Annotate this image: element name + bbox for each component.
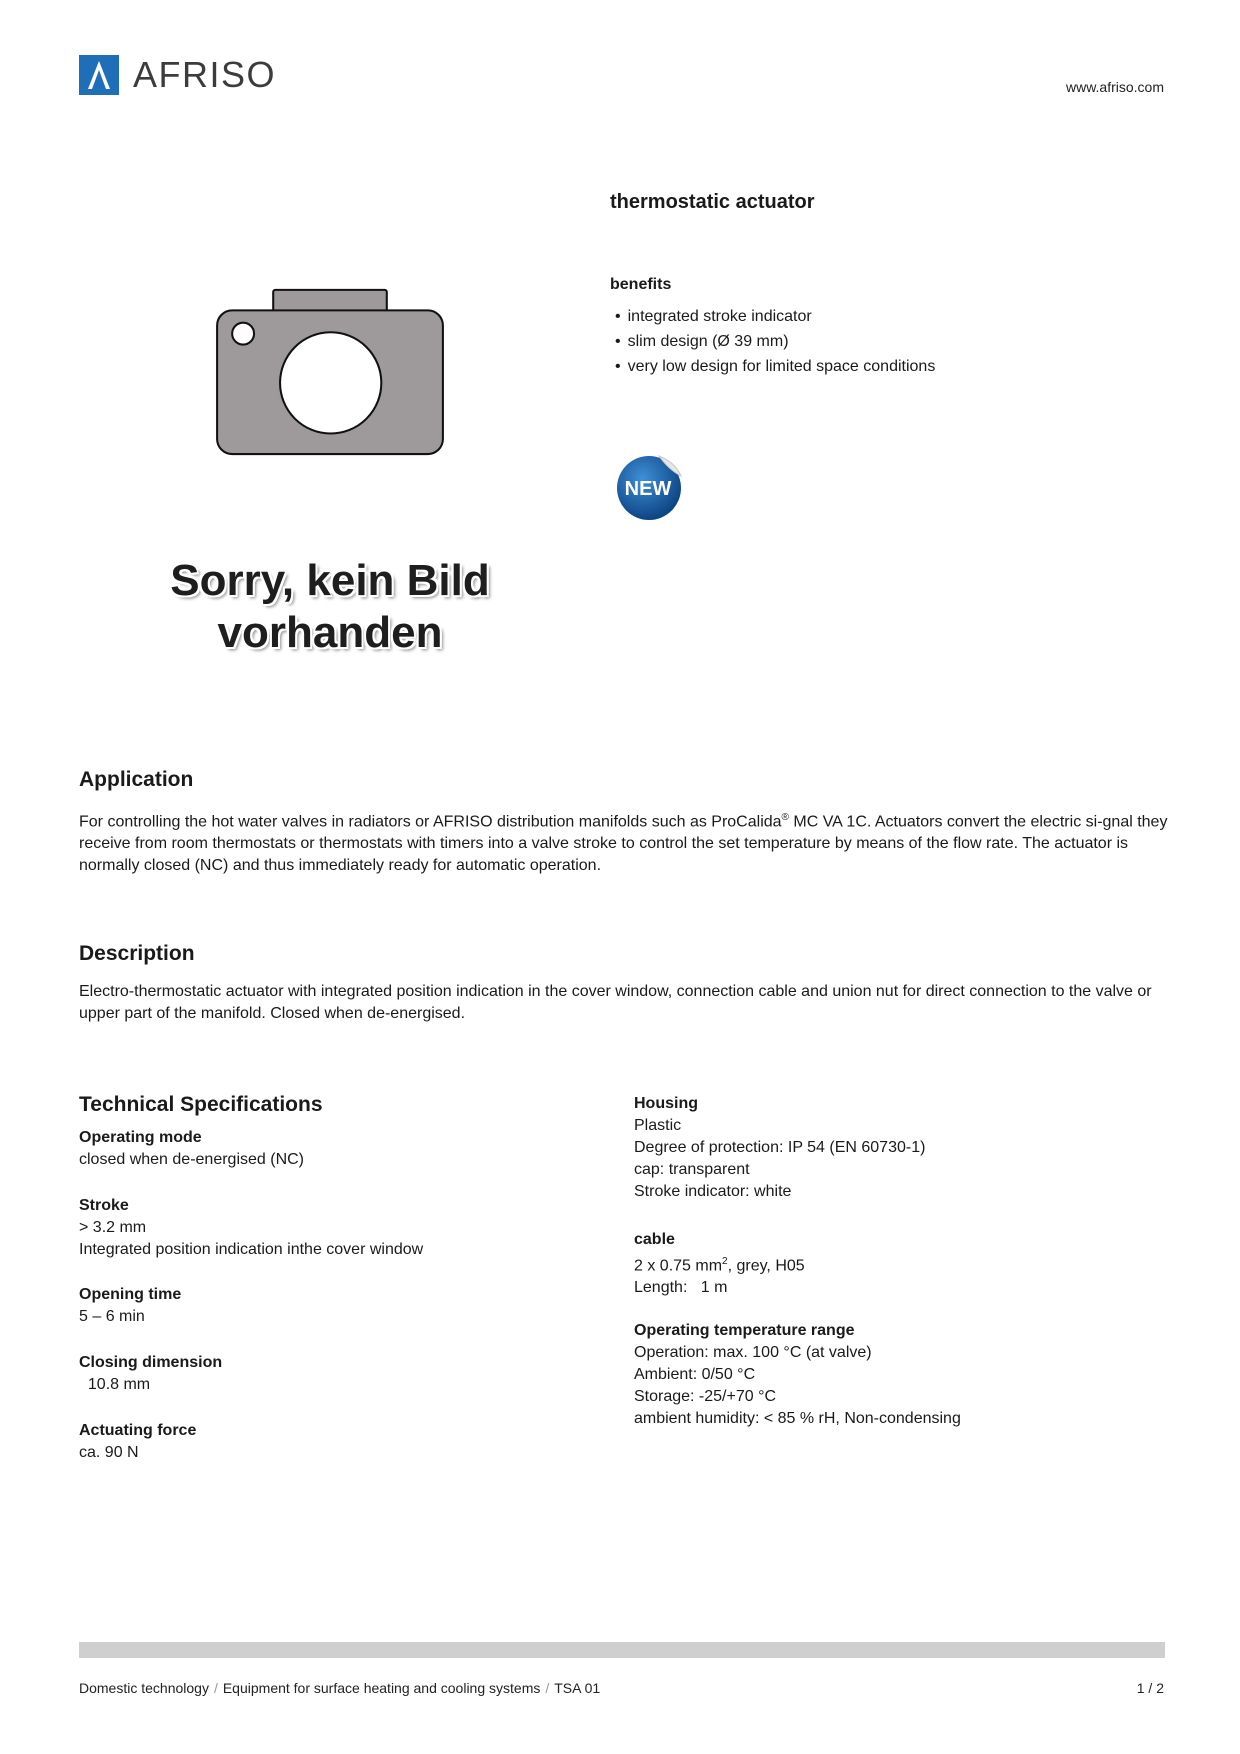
product-title: thermostatic actuator (610, 191, 815, 213)
afriso-logo-icon (79, 55, 119, 95)
afriso-logo (79, 55, 276, 95)
breadcrumb-separator: / (213, 1680, 218, 1696)
application-text: For controlling the hot water valves in radiators or AFRISO distribution manifolds such as ProCalida® MC VA 1C. Actuators convert the electric si-gnal they receive from room thermostats or thermostats with timers into a valve stroke to control the set temperature by means of the flow rate. The actuator is normally closed (NC) and thus immediately ready for automatic operation. (79, 812, 1168, 875)
new-badge (615, 452, 685, 522)
spec-stroke: Stroke > 3.2 mm Integrated position indication inthe cover window (79, 1197, 424, 1258)
website-url[interactable]: www.afriso.com (1065, 79, 1164, 95)
benefits-list (615, 304, 935, 379)
footer-breadcrumb (79, 1680, 600, 1696)
spec-closing-dimension: Closing dimension 10.8 mm (79, 1354, 223, 1393)
spec-operating-temperature: Operating temperature range Operation: max. 100 °C (at valve) Ambient: 0/50 °C Storage: -25/+70 °C ambient humidity: < 85 % rH, Non-condensing (634, 1322, 961, 1427)
breadcrumb-item: TSA 01 (554, 1680, 601, 1696)
no-image-caption-line1: Sorry, kein Bild (170, 556, 490, 605)
breadcrumb-item: Equipment for surface heating and cooling systems (222, 1680, 541, 1696)
spec-actuating-force: Actuating force ca. 90 N (79, 1422, 197, 1461)
spec-housing: Housing Plastic Degree of protection: IP 54 (EN 60730-1) cap: transparent Stroke indicator: white (634, 1095, 926, 1200)
no-image-caption-line2: vorhanden (217, 608, 443, 657)
no-image-caption (150, 555, 510, 659)
spec-cable: cable 2 x 0.75 $mm^2$, grey, H05 Length: 1 m (634, 1231, 805, 1297)
footer-bar (79, 1642, 1165, 1658)
page-number: 1 / 2 (1136, 1680, 1164, 1696)
benefit-item: • integrated stroke indicator (615, 304, 935, 329)
new-badge-label: NEW (624, 478, 672, 500)
benefit-item: • very low design for limited space conditions (615, 354, 935, 379)
description-heading: Description (79, 942, 195, 965)
spec-opening-time: Opening time 5 – 6 min (79, 1286, 182, 1325)
benefits-heading: benefits (610, 276, 672, 293)
description-text: Electro-thermostatic actuator with integrated position indication in the cover window, connection cable and union nut for direct connection to the valve or upper part of the manifold. Closed when de-energised. (79, 983, 1152, 1022)
spec-operating-mode: Operating mode closed when de-energised (NC) (79, 1129, 304, 1168)
tech-specs-heading: Technical Specifications (79, 1093, 323, 1116)
benefit-item: • slim design (Ø 39 mm) (615, 329, 935, 354)
brand-name: AFRISO (133, 54, 277, 95)
application-heading: Application (79, 768, 194, 791)
breadcrumb-separator: / (545, 1680, 550, 1696)
camera-placeholder-icon (150, 283, 510, 543)
breadcrumb-item: Domestic technology (79, 1680, 209, 1696)
